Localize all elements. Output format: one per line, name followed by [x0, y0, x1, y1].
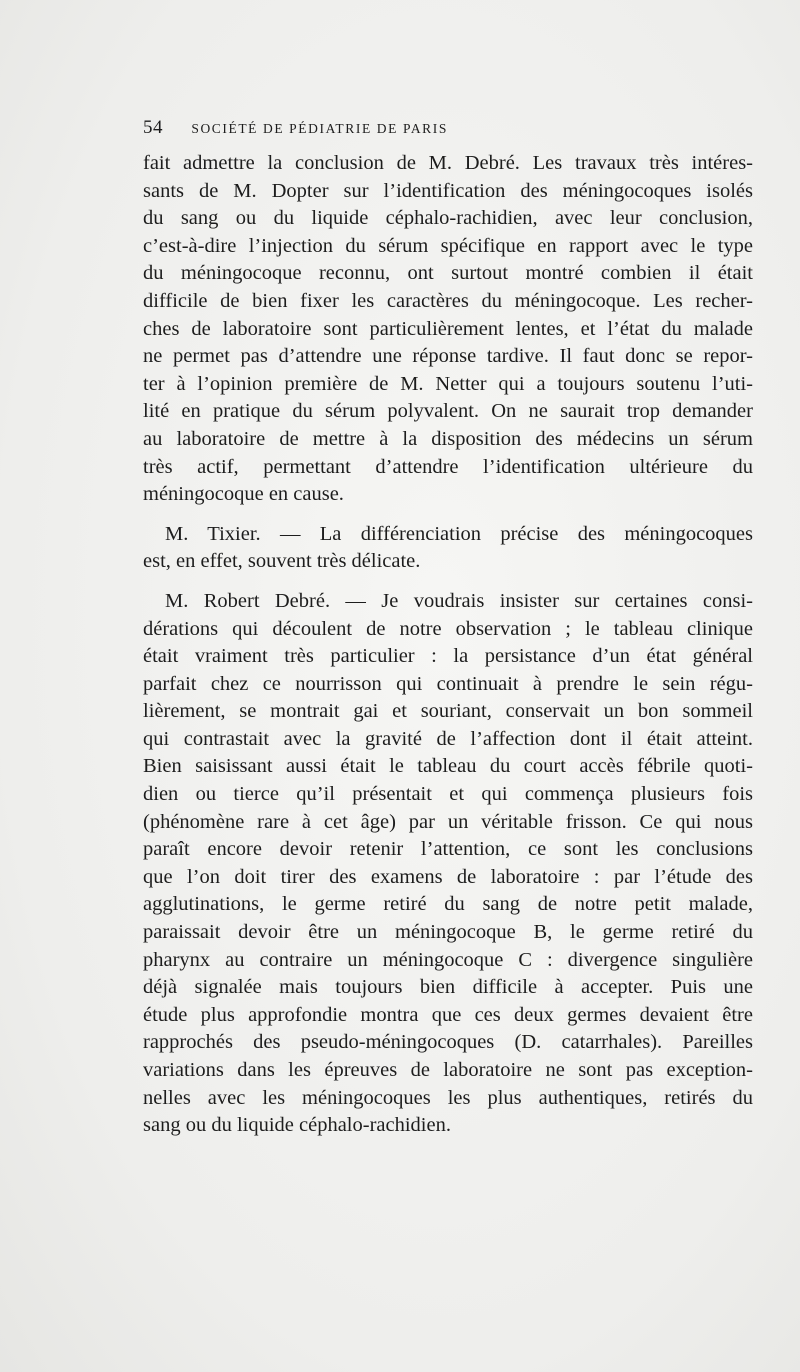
text-line: du sang ou du liquide céphalo-rachidien, avec leur conclusion,	[143, 207, 753, 230]
text-line: qui contrastait avec la gravité de l’affection dont il était atteint.	[143, 727, 753, 750]
text-line: M. Robert Debré. — Je voudrais insister sur certaines consi-	[165, 589, 753, 612]
text-line: étude plus approfondie montra que ces deux germes devaient être	[143, 1003, 753, 1026]
text-line: que l’on doit tirer des examens de laboratoire : par l’étude des	[143, 865, 753, 888]
text-line: difficile de bien fixer les caractères du méningocoque. Les recher-	[143, 289, 753, 312]
text-line: fait admettre la conclusion de M. Debré. Les travaux très intéres-	[143, 152, 753, 174]
text-line: du méningocoque reconnu, ont surtout montré combien il était	[143, 262, 753, 285]
paragraph-debre-remark	[143, 588, 753, 1140]
text-line: ne permet pas d’attendre une réponse tardive. Il faut donc se repor-	[143, 345, 753, 368]
text-line: Bien saisissant aussi était le tableau du court accès fébrile quoti-	[143, 755, 753, 778]
paragraph-gap	[143, 509, 753, 521]
text-line: M. Tixier. — La différenciation précise des méningocoques	[165, 522, 753, 545]
text-line: parfait chez ce nourrisson qui continuait à prendre le sein régu-	[143, 672, 753, 695]
text-line: sang ou du liquide céphalo-rachidien.	[143, 1114, 451, 1137]
text-line: dérations qui découlent de notre observation ; le tableau clinique	[143, 617, 753, 640]
text-line: variations dans les épreuves de laboratoire ne sont pas exception-	[143, 1059, 753, 1081]
text-line: agglutinations, le germe retiré du sang de notre petit malade,	[143, 893, 753, 916]
text-line: déjà signalée mais toujours bien difficile à accepter. Puis une	[143, 976, 753, 999]
paragraph-gap	[143, 576, 753, 588]
text-line: au laboratoire de mettre à la disposition des médecins un sérum	[143, 427, 753, 450]
text-line: pharynx au contraire un méningocoque C : divergence singulière	[143, 948, 753, 971]
text-line: sants de M. Dopter sur l’identification des méningocoques isolés	[143, 179, 753, 202]
page-number: 54	[143, 117, 163, 138]
running-head-text: SOCIÉTÉ DE PÉDIATRIE DE PARIS	[191, 121, 449, 136]
text-line: méningocoque en cause.	[143, 483, 344, 506]
paragraph-tixier-remark	[143, 521, 753, 576]
text-line: lièrement, se montrait gai et souriant, conservait un bon sommeil	[143, 700, 753, 723]
text-line: nelles avec les méningocoques les plus authentiques, retirés du	[143, 1086, 753, 1109]
page-header	[143, 117, 753, 143]
text-line: ches de laboratoire sont particulièrement lentes, et l’état du malade	[143, 317, 753, 340]
paragraph-netter-discussion	[143, 150, 753, 509]
text-line: lité en pratique du sérum polyvalent. On ne saurait trop demander	[143, 400, 753, 423]
text-line: ter à l’opinion première de M. Netter qui a toujours soutenu l’uti-	[143, 372, 753, 395]
text-line: paraissait devoir être un méningocoque B, le germe retiré du	[143, 921, 753, 944]
text-line: paraît encore devoir retenir l’attention, ce sont les conclusions	[143, 838, 753, 861]
text-line: rapprochés des pseudo-méningocoques (D. catarrhales). Pareilles	[143, 1031, 753, 1054]
text-line: dien ou tierce qu’il présentait et qui commença plusieurs fois	[143, 783, 753, 806]
text-line: était vraiment très particulier : la persistance d’un état général	[143, 645, 753, 668]
text-line: c’est-à-dire l’injection du sérum spécifique en rapport avec le type	[143, 234, 753, 257]
text-body	[143, 150, 753, 1140]
text-line: très actif, permettant d’attendre l’identification ultérieure du	[143, 455, 753, 478]
text-line: est, en effet, souvent très délicate.	[143, 550, 421, 573]
text-line: (phénomène rare à cet âge) par un véritable frisson. Ce qui nous	[143, 810, 753, 833]
